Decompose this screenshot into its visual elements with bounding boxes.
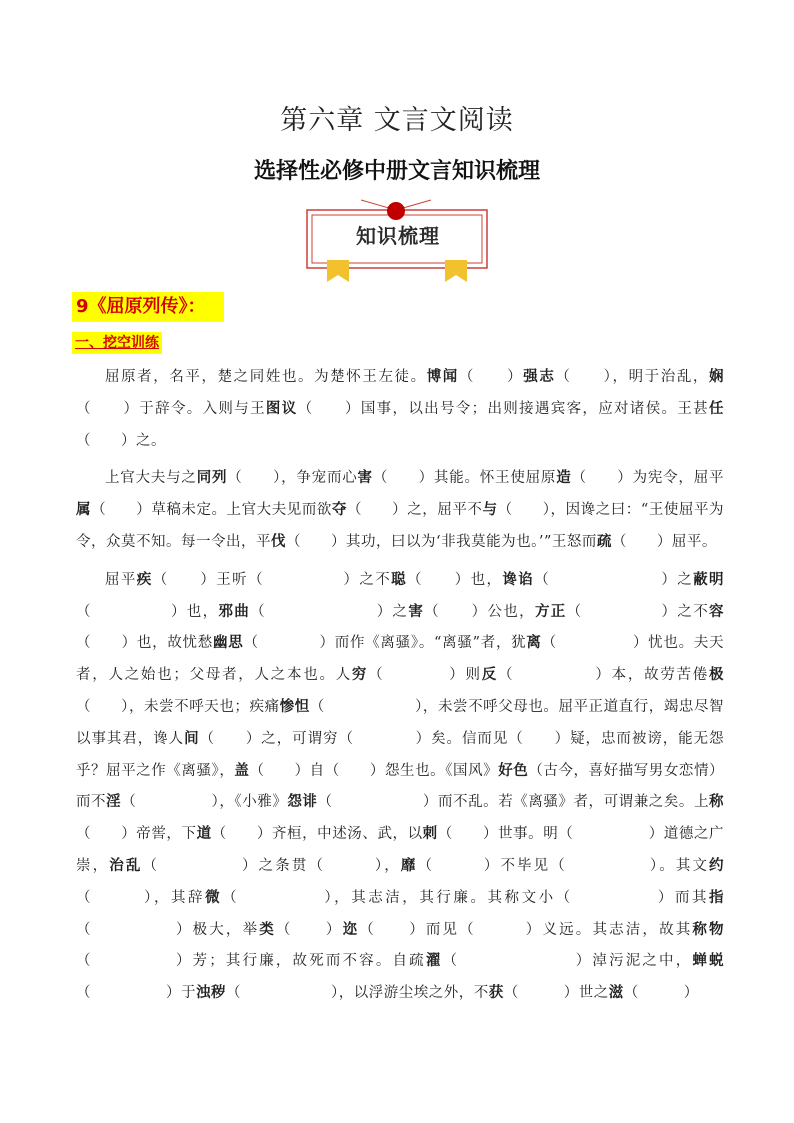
key-term: 指 [709, 889, 725, 906]
key-term: 与 [482, 502, 498, 519]
key-term: 幽思 [212, 635, 244, 652]
key-term: 淫 [106, 794, 122, 811]
passage-paragraph: 上官大夫与之同列（ ），争宠而心害（ ）其能。怀王使屈原造（ ）为宪令，屈平属（ ）草稿未定。上官大夫见而欲夺（ ）之，屈平不与（ ），因谗之曰：“王使屈平为令，众莫不知。每一令出，平伐（ ）其功，曰以为‘非我莫能为也。’”王怒而疏（ ）屈平。 [76, 470, 725, 550]
key-term: 邪曲 [218, 603, 251, 620]
key-term: 靡 [400, 857, 418, 874]
key-term: 方正 [534, 603, 567, 620]
key-term: 博闻 [426, 369, 459, 385]
key-term: 任 [709, 400, 725, 417]
key-term: 反 [481, 667, 499, 684]
key-term: 蔽明 [693, 571, 725, 588]
key-term: 蝉蜕 [692, 953, 725, 970]
badge-dot-icon [387, 202, 405, 220]
key-term: 疏 [596, 533, 612, 550]
key-term: 极 [709, 667, 725, 684]
passage-body [76, 362, 724, 1010]
knowledge-badge [305, 198, 491, 284]
section-title: 9《屈原列传》： [72, 292, 224, 322]
key-term: 濯 [425, 953, 443, 970]
key-term: 间 [184, 730, 200, 747]
key-term: 图议 [265, 400, 298, 417]
key-term: 怨诽 [287, 794, 318, 811]
chapter-title: 第六章 文言文阅读 [280, 105, 514, 136]
key-term: 盖 [234, 762, 250, 779]
key-term: 聪 [391, 571, 408, 588]
badge-label: 知识梳理 [356, 224, 440, 248]
passage-paragraph: 屈原者，名平，楚之同姓也。为楚怀王左徒。博闻（ ）强志（ ），明于治乱，娴（ ）于辞令。入则与王图议（ ）国事，以出号令；出则接遇宾客，应对诸侯。王甚任（ ）之。 [76, 369, 725, 449]
key-term: 穷 [351, 667, 369, 684]
key-term: 治乱 [109, 857, 143, 874]
key-term: 称 [709, 794, 725, 811]
key-term: 害 [408, 603, 425, 620]
key-term: 属 [76, 502, 92, 519]
key-term: 惨怛 [279, 698, 310, 715]
passage-paragraph: 屈平疾（ ）王听（ ）之不聪（ ）也，谗谄（ ）之蔽明（ ）也，邪曲（ ）之害（ ）公也，方正（ ）之不容（ ）也，故忧愁幽思（ ）而作《离骚》。“离骚”者，犹离（ ）忧也。夫天者，人之始也；父母者，人之本也。人穷（ ）则反（ ）本，故劳苦倦极（ ），未尝不呼天也；疾痛惨怛（ ），未尝不呼父母也。屈平正道直行，竭忠尽智以事其君，谗人间（ ）之，可谓穷（ ）矣。信而见（ ）疑，忠而被谤，能无怨乎？屈平之作《离骚》，盖（ ）自（ ）怨生也。《国风》好色（古今，喜好描写男女恋情）而不淫（ ），《小雅》怨诽（ ）而不乱。若《离骚》者，可谓兼之矣。上称（ ）帝喾，下道（ ）齐桓，中述汤、武，以刺（ ）世事。明（ ）道德之广崇，治乱（ ）之条贯（ ），靡（ ）不毕见（ ）。其文约（ ），其辞微（ ），其志洁，其行廉。其称文小（ ）而其指（ ）极大，举类（ ）迩（ ）而见（ ）义远。其志洁，故其称物（ ）芳；其行廉，故死而不容。自疏濯（ ）淖污泥之中，蝉蜕（ ）于浊秽（ ），以浮游尘埃之外，不获（ ）世之滋（ ） [76, 571, 725, 1002]
key-term: 浊秽 [196, 985, 226, 1002]
key-term: 道 [196, 826, 212, 843]
key-term: 称物 [692, 921, 725, 938]
key-term: 谗谄 [502, 571, 535, 588]
key-term: 疾 [136, 571, 153, 588]
key-term: 迩 [342, 921, 360, 938]
key-term: 同列 [196, 470, 228, 487]
key-term: 刺 [422, 826, 438, 843]
key-term: 滋 [608, 985, 624, 1002]
page-subtitle: 选择性必修中册文言知识梳理 [253, 159, 540, 184]
key-term: 伐 [271, 533, 286, 550]
key-term: 强志 [523, 369, 556, 385]
key-term: 类 [259, 921, 276, 938]
key-term: 容 [709, 603, 725, 620]
subsection-title: 一、挖空训练 [72, 332, 162, 354]
key-term: 离 [526, 635, 542, 652]
key-term: 娴 [709, 369, 725, 385]
key-term: 约 [709, 857, 725, 874]
key-term: 好色 [498, 762, 529, 779]
key-term: 造 [556, 470, 572, 487]
key-term: 获 [488, 985, 504, 1002]
key-term: 微 [205, 889, 223, 906]
key-term: 害 [357, 470, 373, 487]
key-term: 夺 [331, 502, 347, 519]
